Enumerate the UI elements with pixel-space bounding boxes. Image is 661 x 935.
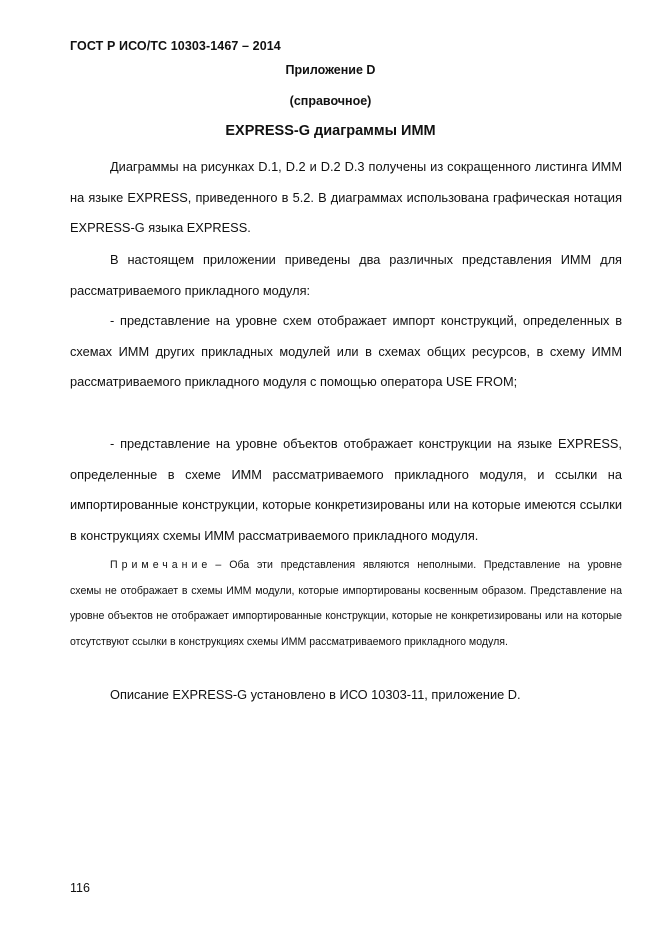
note-block: [70, 553, 622, 655]
annex-label: Приложение D: [285, 63, 376, 77]
note-dash: –: [215, 559, 222, 571]
list-item-object-level: - представление на уровне объектов отображает конструкции на языке EXPRESS, определенные в схеме ИММ рассматриваемого прикладного модуля, и ссылки на импортированные конструкции, которые конкретизированы или на которые имеются ссылки в конструкциях схемы ИММ рассматриваемого прикладного модуля.: [70, 436, 622, 543]
list-item-schema-level: - представление на уровне схем отображает импорт конструкций, определенных в схемах ИММ других прикладных модулей или в схемах общих ресурсов, в схему ИММ рассматриваемого прикладного модуля с помощью оператора USE FROM;: [70, 313, 622, 389]
standard-header: ГОСТ Р ИСО/ТС 10303-1467 – 2014: [70, 39, 281, 53]
paragraph-representations: В настоящем приложении приведены два различных представления ИММ для рассматриваемого прикладного модуля:: [70, 252, 622, 298]
note-text: Оба эти представления являются неполными. Представление на уровне схемы не отображает в схемы ИММ модули, которые импортированы косвенным образом. Представление на уровне объектов не отображает импортированные конструкции, которые не конкретизированы или на которые отсутствуют ссылки в конструкциях схемы ИММ рассматриваемого прикладного модуля.: [70, 559, 622, 648]
paragraph-intro: Диаграммы на рисунках D.1, D.2 и D.2 D.3 получены из сокращенного листинга ИММ на языке EXPRESS, приведенного в 5.2. В диаграммах использована графическая нотация EXPRESS-G языка EXPRESS.: [70, 159, 622, 235]
annex-title: EXPRESS-G диаграммы ИММ: [225, 123, 436, 139]
paragraph-express-g-reference: Описание EXPRESS-G установлено в ИСО 10303-11, приложение D.: [110, 687, 521, 702]
page-number: 116: [70, 881, 90, 895]
annex-type: (справочное): [289, 94, 372, 108]
note-label: Примечание: [110, 559, 212, 571]
